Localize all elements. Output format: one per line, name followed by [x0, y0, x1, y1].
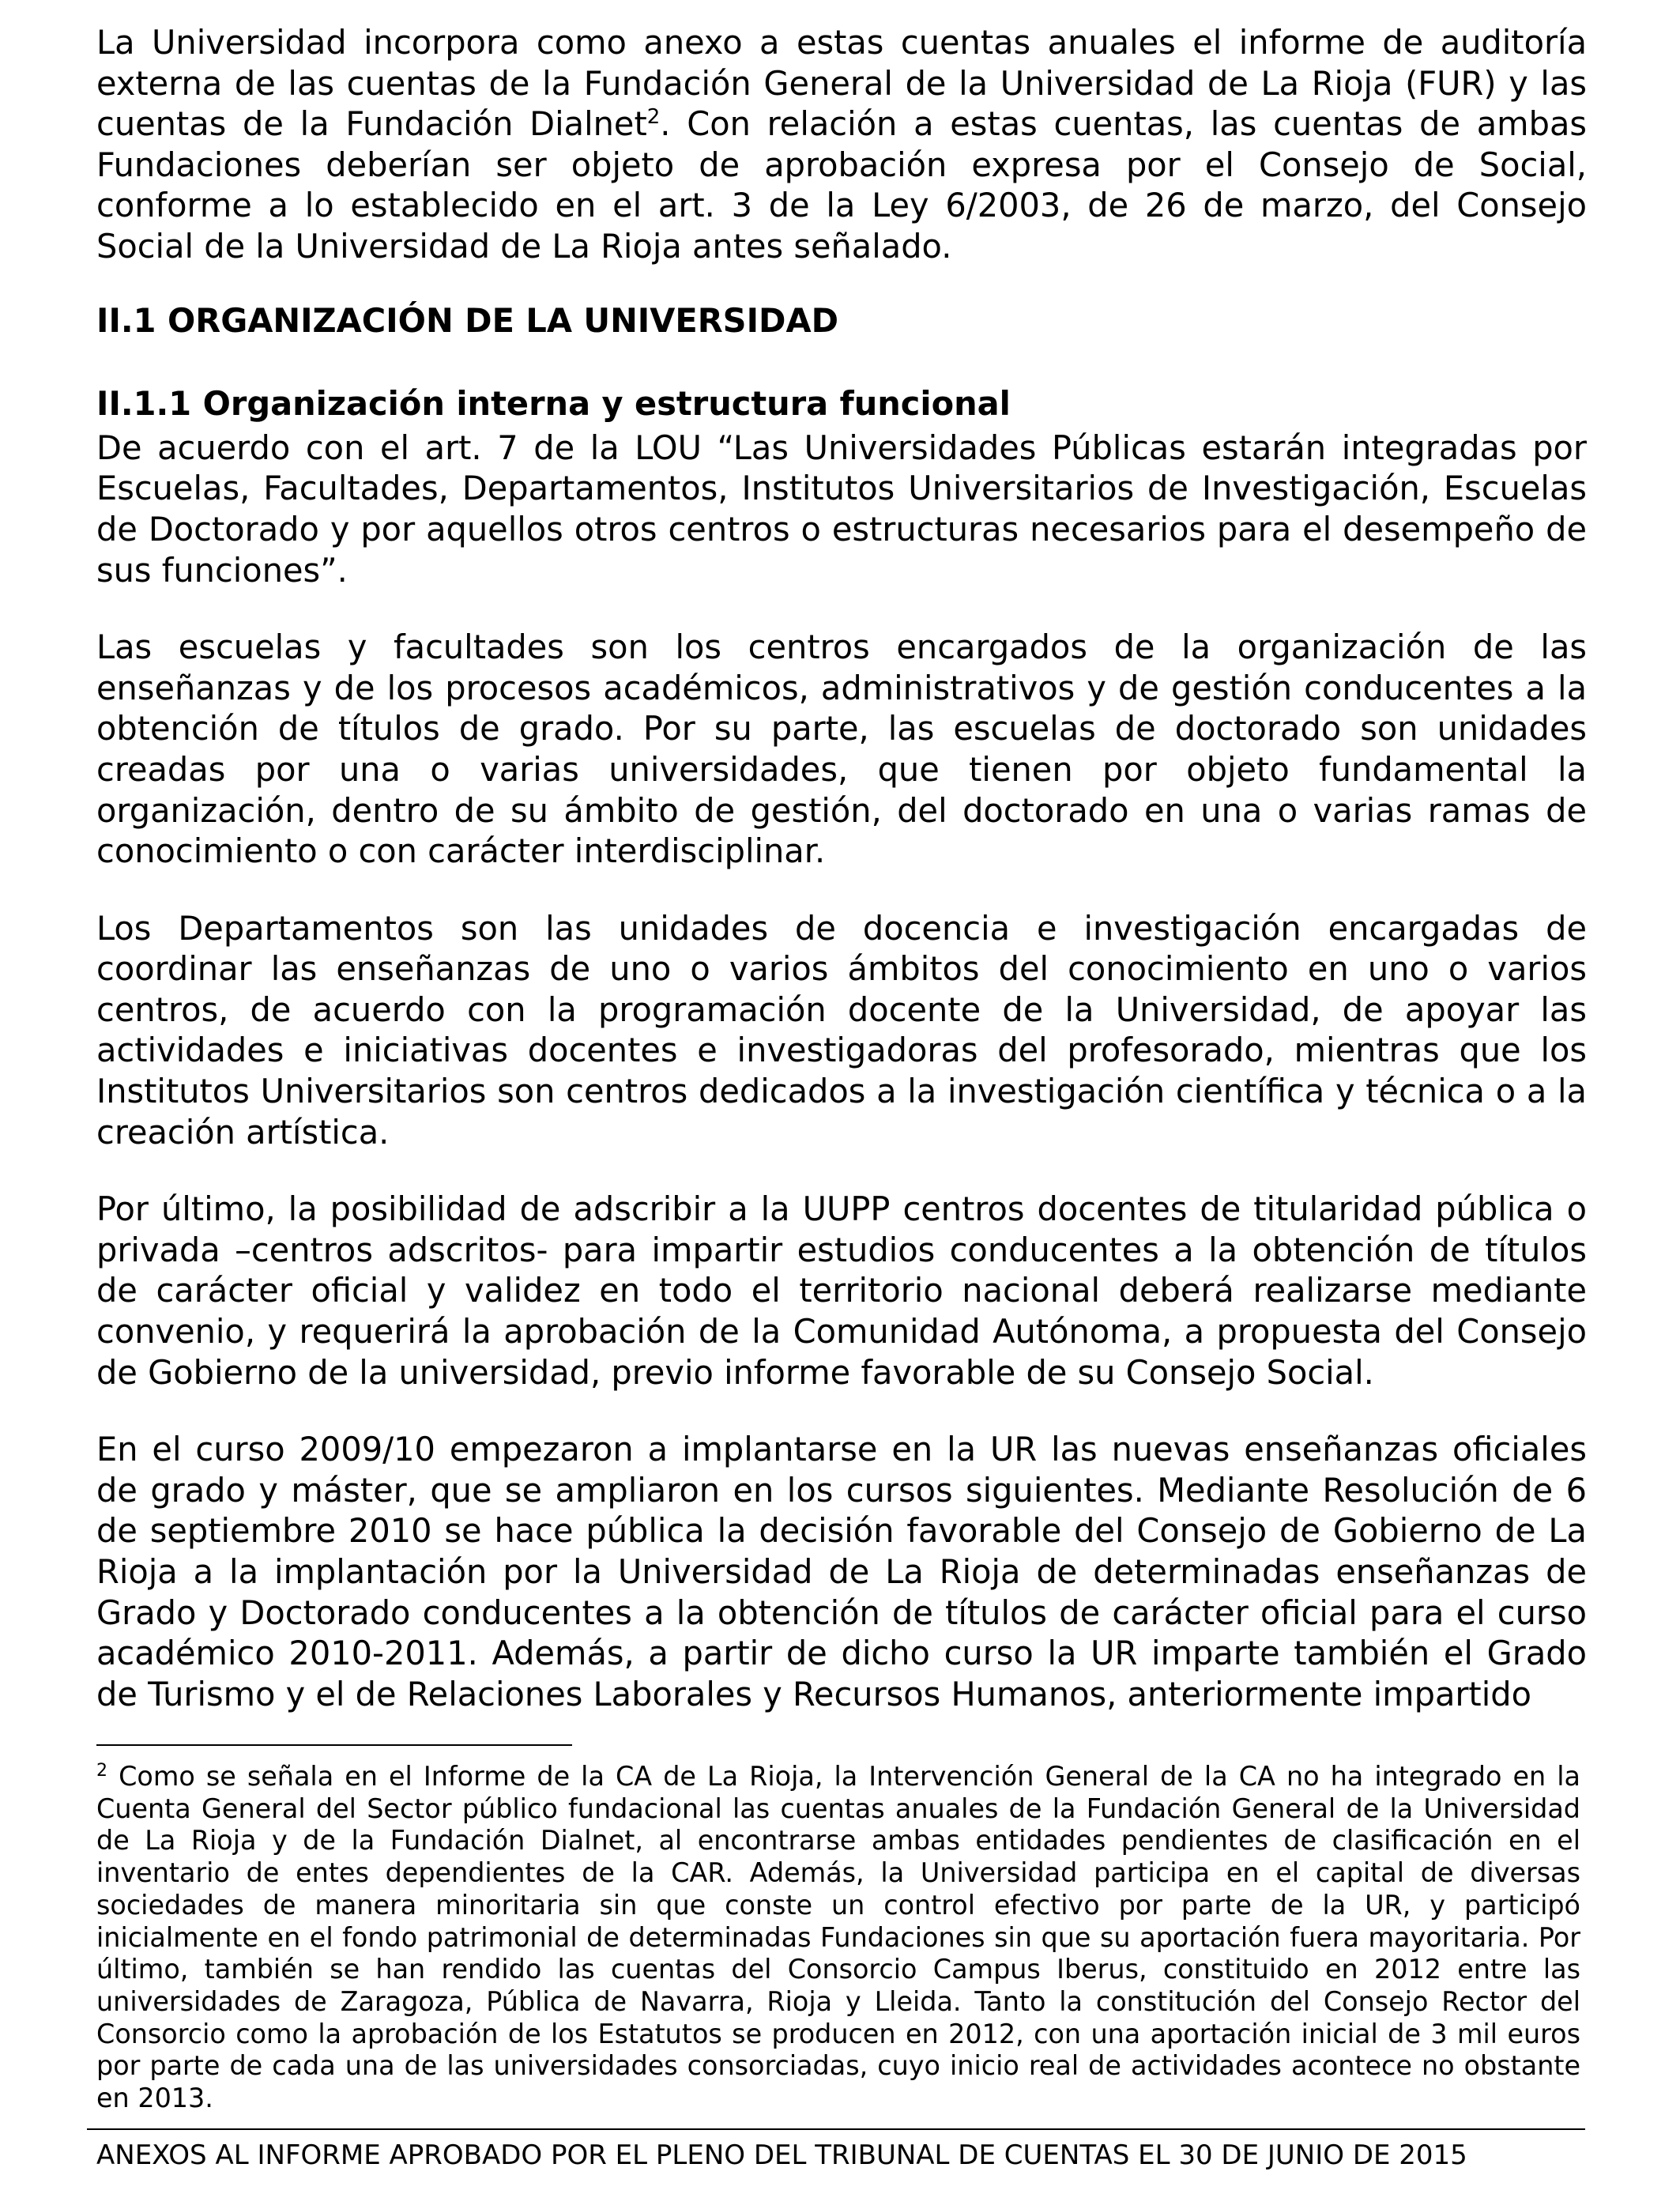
- paragraph: En el curso 2009/10 empezaron a implantarse en la UR las nuevas enseñanzas oficiales de grado y máster, que se ampliaron en los cursos siguientes. Mediante Resolución de 6 de septiembre 2010 se hace pública la decisión favorable del Consejo de Gobierno de La Rioja a la implantación por la Universidad de La Rioja de determinadas enseñanzas de Grado y Doctorado conducentes a la obtención de títulos de carácter oficial para el curso académico 2010-2011. Además, a partir de dicho curso la UR imparte también el Grado de Turismo y el de Relaciones Laborales y Recursos Humanos, anteriormente impartido: [96, 1430, 1587, 1713]
- section-heading: II.1 ORGANIZACIÓN DE LA UNIVERSIDAD: [96, 300, 839, 340]
- footnote: [96, 1761, 1580, 2115]
- paragraph: Por último, la posibilidad de adscribir a la UUPP centros docentes de titularidad pública o privada –centros adscritos- para impartir estudios conducentes a la obtención de títulos de carácter oficial y validez en todo el territorio nacional deberá realizarse mediante convenio, y requerirá la aprobación de la Comunidad Autónoma, a propuesta del Consejo de Gobierno de la universidad, previo informe favorable de su Consejo Social.: [96, 1189, 1587, 1392]
- paragraph: Los Departamentos son las unidades de docencia e investigación encargadas de coordinar las enseñanzas de uno o varios ámbitos del conocimiento en uno o varios centros, de acuerdo con la programación docente de la Universidad, de apoyar las actividades e iniciativas docentes e investigadoras del profesorado, mientras que los Institutos Universitarios son centros dedicados a la investigación científica y técnica o a la creación artística.: [96, 908, 1587, 1152]
- document-body: [96, 22, 1587, 1714]
- paragraph-intro: [96, 22, 1587, 267]
- footnote-reference: 2: [646, 105, 661, 130]
- footnote-marker: 2: [96, 1760, 107, 1781]
- page-footer: ANEXOS AL INFORME APROBADO POR EL PLENO DEL TRIBUNAL DE CUENTAS EL 30 DE JUNIO DE 2015: [96, 2139, 1467, 2171]
- footnote-text: Como se señala en el Informe de la CA de La Rioja, la Intervención General de la CA no ha integrado en la Cuenta General del Sector público fundacional las cuentas anuales de la Fundación General de la Universidad de La Rioja y de la Fundación Dialnet, al encontrarse ambas entidades pendientes de clasificación en el inventario de entes dependientes de la CAR. Además, la Universidad participa en el capital de diversas sociedades de manera minoritaria sin que conste un control efectivo por parte de la UR, y participó inicialmente en el fondo patrimonial de determinadas Fundaciones sin que su aportación fuera mayoritaria. Por último, también se han rendido las cuentas del Consorcio Campus Iberus, constituido en 2012 entre las universidades de Zaragoza, Pública de Navarra, Rioja y Lleida. Tanto la constitución del Consejo Rector del Consorcio como la aprobación de los Estatutos se producen en 2012, con una aportación inicial de 3 mil euros por parte de cada una de las universidades consorciadas, cuyo inicio real de actividades acontece no obstante en 2013.: [96, 1761, 1580, 2114]
- footnote-separator: [96, 1744, 572, 1746]
- footer-separator: [87, 2128, 1585, 2130]
- paragraph: De acuerdo con el art. 7 de la LOU “Las Universidades Públicas estarán integradas por Escuelas, Facultades, Departamentos, Institutos Universitarios de Investigación, Escuelas de Doctorado y por aquellos otros centros o estructuras necesarios para el desempeño de sus funciones”.: [96, 428, 1587, 590]
- paragraph-intro-part2: . Con relación a estas cuentas, las cuentas de ambas Fundaciones deberían ser objeto de aprobación expresa por el Consejo de Social, conforme a lo establecido en el art. 3 de la Ley 6/2003, de 26 de marzo, del Consejo Social de la Universidad de La Rioja antes señalado.: [96, 104, 1587, 266]
- subsection-heading: II.1.1 Organización interna y estructura funcional: [96, 384, 1011, 424]
- paragraph: Las escuelas y facultades son los centros encargados de la organización de las enseñanzas y de los procesos académicos, administrativos y de gestión conducentes a la obtención de títulos de grado. Por su parte, las escuelas de doctorado son unidades creadas por una o varias universidades, que tienen por objeto fundamental la organización, dentro de su ámbito de gestión, del doctorado en una o varias ramas de conocimiento o con carácter interdisciplinar.: [96, 628, 1587, 871]
- paragraph-intro-part1: La Universidad incorpora como anexo a estas cuentas anuales el informe de auditoría externa de las cuentas de la Fundación General de la Universidad de La Rioja (FUR) y las cuentas de la Fundación Dialnet: [96, 23, 1587, 144]
